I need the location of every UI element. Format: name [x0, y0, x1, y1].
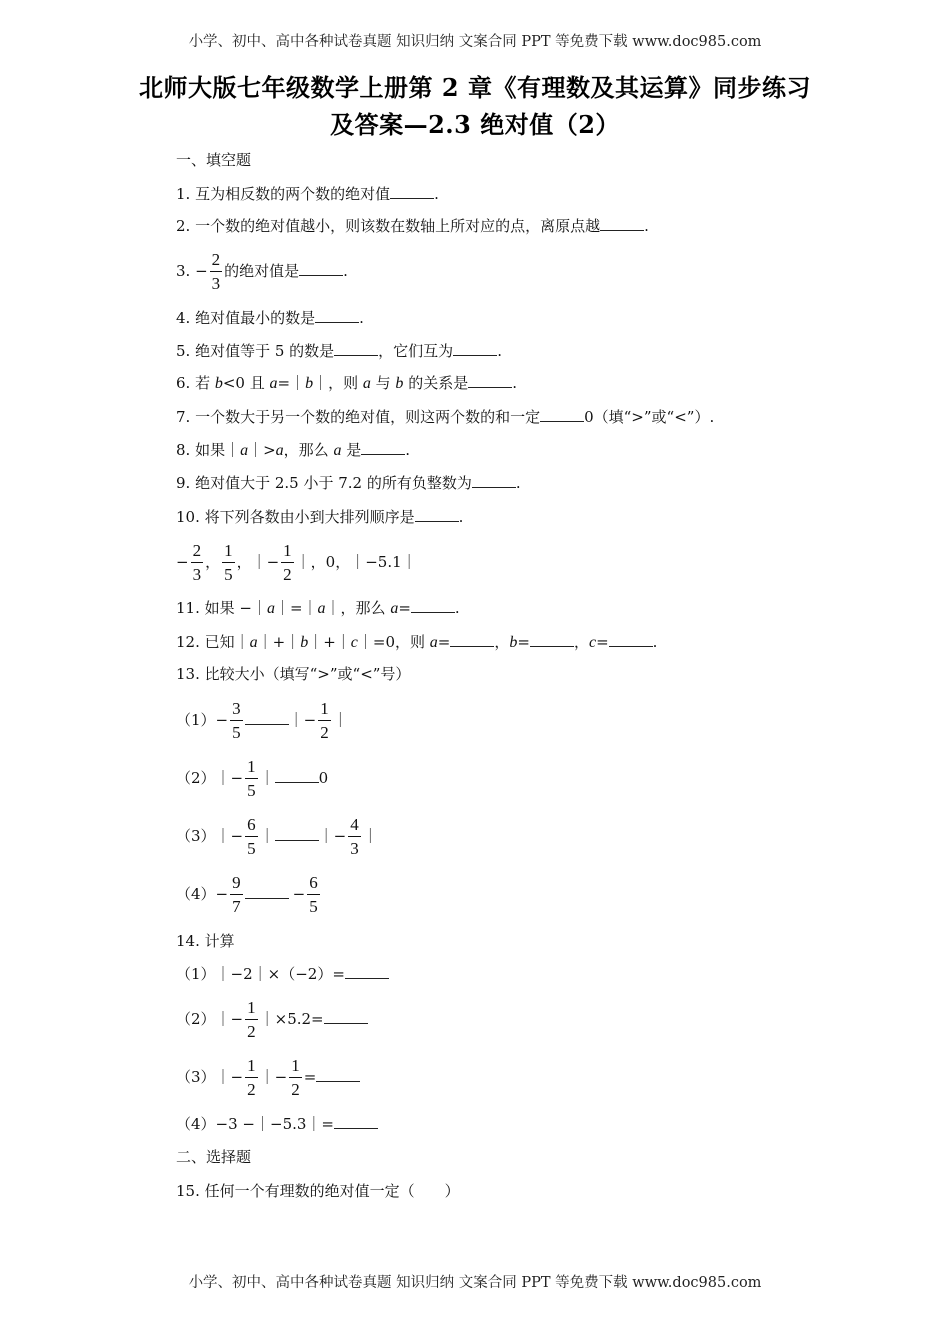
title-line-1: 北师大版七年级数学上册第 2 章《有理数及其运算》同步练习 [139, 73, 811, 102]
question-13: 13. 比较大小（填写“>”或“<”号） [176, 665, 411, 683]
fraction: $\frac{6}{5}$ [309, 873, 318, 916]
question-1: 1. 互为相反数的两个数的绝对值 . [176, 185, 439, 203]
fraction: $\frac{6}{5}$ [247, 815, 256, 858]
question-13-part-4: （4）− $\frac{9}{7}$ − $\frac{6}{5}$ [176, 873, 318, 916]
answer-blank[interactable] [324, 1009, 368, 1024]
question-12: 12. 已知｜a｜+｜b｜+｜c｜=0，则 a= ，b= ，c= . [176, 633, 658, 651]
question-3: 3. − $\frac{2}{3}$ 的绝对值是 . [176, 250, 348, 293]
answer-blank[interactable] [450, 632, 494, 647]
answer-blank[interactable] [299, 261, 343, 276]
question-10-numbers: − $\frac{2}{3}$ ， $\frac{1}{5}$ ，｜− $\frac{1}{2}$ ｜，0，｜−5.1｜ [176, 541, 417, 584]
question-14-part-3: （3）｜− $\frac{1}{2}$ ｜− $\frac{1}{2}$ = [176, 1054, 360, 1100]
question-4: 4. 绝对值最小的数是 . [176, 309, 364, 327]
page-header: 小学、初中、高中各种试卷真题 知识归纳 文案合同 PPT 等免费下载 www.doc985.com [188, 34, 762, 50]
title-line-2: 及答案—2.3 绝对值（2） [330, 110, 620, 139]
section-multiple-choice: 二、选择题 [176, 1148, 252, 1166]
fraction: $\frac{1}{2}$ [247, 1056, 256, 1099]
answer-blank[interactable] [345, 964, 389, 979]
answer-blank[interactable] [245, 710, 289, 725]
question-5: 5. 绝对值等于 5 的数是 ，它们互为 . [176, 342, 502, 360]
section-fill-in: 一、填空题 [176, 151, 252, 169]
question-14-part-1: （1）｜−2｜×（−2）= [176, 964, 389, 984]
question-6: 6. 若 b<0 且 a=｜b｜，则 a 与 b 的关系是 . [176, 374, 517, 392]
fraction: $\frac{1}{2}$ [291, 1056, 300, 1099]
answer-blank[interactable] [316, 1067, 360, 1082]
question-10: 10. 将下列各数由小到大排列顺序是 . [176, 508, 464, 526]
question-14-part-4: （4）−3 −｜−5.3｜= [176, 1114, 378, 1134]
answer-blank[interactable] [540, 407, 584, 422]
question-13-part-1: （1）− $\frac{3}{5}$ ｜− $\frac{1}{2}$ ｜ [176, 699, 348, 742]
fraction: $\frac{1}{2}$ [247, 998, 256, 1041]
question-14: 14. 计算 [176, 932, 235, 950]
answer-blank[interactable] [334, 1114, 378, 1129]
question-7: 7. 一个数大于另一个数的绝对值，则这两个数的和一定 0（填“>”或“<”）. [176, 408, 715, 426]
answer-blank[interactable] [390, 184, 434, 199]
question-15: 15. 任何一个有理数的绝对值一定（ ） [176, 1182, 460, 1200]
fraction: $\frac{1}{5}$ [224, 541, 233, 584]
fraction: $\frac{1}{2}$ [283, 541, 292, 584]
answer-blank[interactable] [415, 507, 459, 522]
answer-blank[interactable] [245, 884, 289, 899]
answer-blank[interactable] [315, 308, 359, 323]
answer-blank[interactable] [275, 768, 319, 783]
question-9: 9. 绝对值大于 2.5 小于 7.2 的所有负整数为 . [176, 474, 521, 492]
answer-blank[interactable] [411, 598, 455, 613]
question-11: 11. 如果 −｜a｜=｜a｜，那么 a= . [176, 599, 460, 617]
answer-blank[interactable] [609, 632, 653, 647]
question-8: 8. 如果｜a｜>a，那么 a 是 . [176, 441, 411, 459]
page-footer: 小学、初中、高中各种试卷真题 知识归纳 文案合同 PPT 等免费下载 www.doc985.com [188, 1275, 762, 1291]
fraction: $\frac{4}{3}$ [350, 815, 359, 858]
question-14-part-2: （2）｜− $\frac{1}{2}$ ｜×5.2= [176, 996, 368, 1042]
fraction: $\frac{3}{5}$ [232, 699, 241, 742]
fraction: $\frac{1}{5}$ [247, 757, 256, 800]
answer-blank[interactable] [334, 341, 378, 356]
fraction: $\frac{1}{2}$ [320, 699, 329, 742]
answer-blank[interactable] [600, 216, 644, 231]
answer-blank[interactable] [275, 826, 319, 841]
fraction: $\frac{2}{3}$ [211, 250, 221, 293]
answer-blank[interactable] [453, 341, 497, 356]
question-13-part-2: （2）｜− $\frac{1}{5}$ ｜ 0 [176, 757, 329, 800]
answer-blank[interactable] [468, 373, 512, 388]
answer-blank[interactable] [361, 440, 405, 455]
question-13-part-3: （3）｜− $\frac{6}{5}$ ｜ ｜− $\frac{4}{3}$ ｜ [176, 815, 378, 858]
fraction: $\frac{2}{3}$ [192, 541, 202, 584]
question-2: 2. 一个数的绝对值越小，则该数在数轴上所对应的点，离原点越 . [176, 217, 649, 235]
answer-blank[interactable] [472, 473, 516, 488]
fraction: $\frac{9}{7}$ [232, 873, 241, 916]
answer-blank[interactable] [530, 632, 574, 647]
